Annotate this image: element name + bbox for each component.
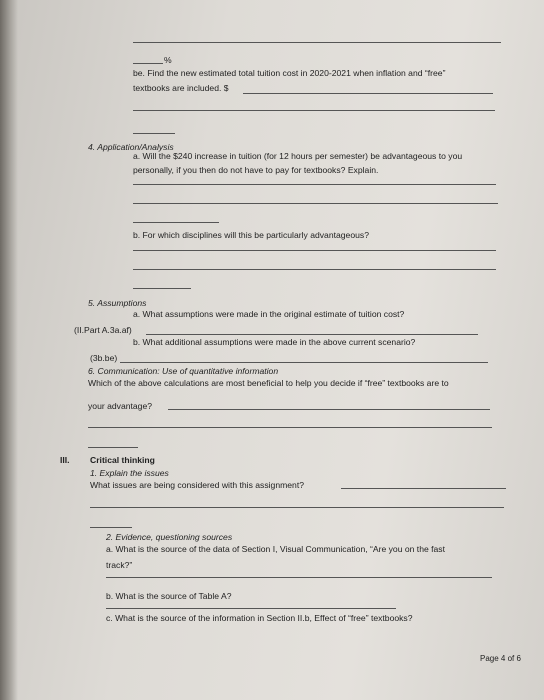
- question-4a: a. Will the $240 increase in tuition (for 12 hours per semester) be advantageous to you: [133, 151, 463, 161]
- answer-line: [88, 447, 138, 448]
- subsection-1-question: What issues are being considered with this assignment?: [90, 480, 305, 490]
- answer-line: [133, 184, 496, 185]
- question-5b: b. What additional assumptions were made in the above current scenario?: [133, 337, 416, 347]
- reference-b: (3b.be): [90, 353, 118, 363]
- question-2b: b. What is the source of Table A?: [106, 591, 232, 601]
- page-number: Page 4 of 6: [480, 654, 521, 663]
- question-2c: c. What is the source of the information in Section II.b, Effect of “free” textbooks?: [106, 613, 413, 623]
- percent-sign: %: [164, 55, 172, 65]
- answer-line: [133, 222, 219, 223]
- question-2a-cont: track?”: [106, 560, 133, 570]
- subsection-2-title: 2. Evidence, questioning sources: [106, 532, 233, 542]
- answer-line: [88, 427, 492, 428]
- answer-line: [133, 110, 495, 111]
- answer-line: [106, 608, 396, 609]
- question-be: be. Find the new estimated total tuition cost in 2020-2021 when inflation and “free”: [133, 68, 446, 78]
- answer-line: [168, 409, 490, 410]
- section-4-title: 4. Application/Analysis: [88, 142, 174, 152]
- answer-line: [90, 507, 504, 508]
- answer-line: [146, 334, 478, 335]
- page-edge-shadow: [0, 0, 18, 700]
- question-4a-cont: personally, if you then do not have to pay for textbooks? Explain.: [133, 165, 379, 175]
- section-6-title: 6. Communication: Use of quantitative information: [88, 366, 279, 376]
- critical-thinking-heading: Critical thinking: [90, 455, 155, 465]
- question-5a: a. What assumptions were made in the original estimate of tuition cost?: [133, 309, 405, 319]
- answer-line: [133, 250, 496, 251]
- subsection-1-title: 1. Explain the issues: [90, 468, 169, 478]
- question-6-cont: your advantage?: [88, 401, 153, 411]
- reference-a: (II.Part A.3a.af): [74, 325, 132, 335]
- answer-line: [133, 63, 163, 64]
- question-2a: a. What is the source of the data of Section I, Visual Communication, “Are you on the fast: [106, 544, 445, 554]
- answer-line: [120, 362, 488, 363]
- answer-line: [133, 288, 191, 289]
- answer-line: [133, 42, 501, 43]
- answer-line: [133, 269, 496, 270]
- section-5-title: 5. Assumptions: [88, 298, 147, 308]
- answer-line: [106, 577, 492, 578]
- answer-line: [243, 93, 493, 94]
- question-be-cont: textbooks are included. $: [133, 83, 229, 93]
- question-6: Which of the above calculations are most beneficial to help you decide if “free” textbooks are to: [88, 378, 449, 388]
- answer-line: [90, 527, 132, 528]
- answer-line: [133, 133, 175, 134]
- answer-line: [341, 488, 506, 489]
- section-roman-3: III.: [60, 455, 70, 465]
- answer-line: [133, 203, 498, 204]
- question-4b: b. For which disciplines will this be particularly advantageous?: [133, 230, 369, 240]
